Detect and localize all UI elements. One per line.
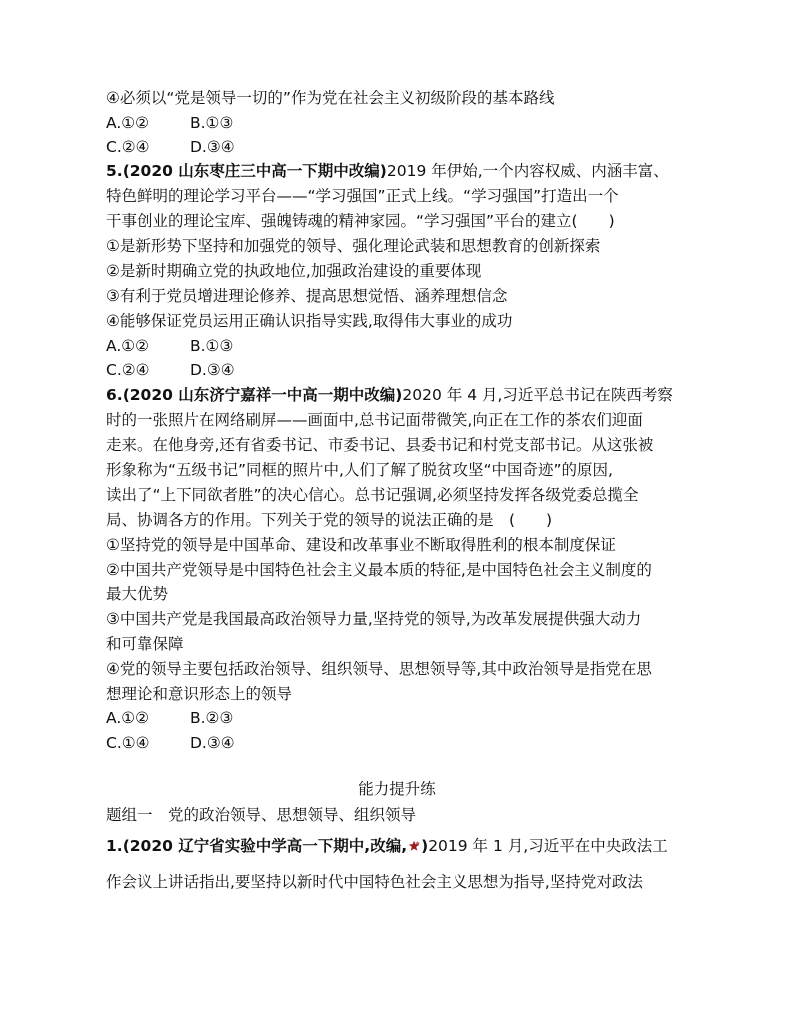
- question-group-title: 题组一 党的政治领导、思想领导、组织领导: [106, 806, 417, 824]
- q6-stem-line-5: 读出了“上下同欲者胜”的决心信心。总书记强调,必须坚持发挥各级党委总揽全: [106, 486, 639, 504]
- q5-source: (2020 山东枣庄三中高一下期中改编): [122, 162, 387, 180]
- q6-options-row-2: [106, 733, 235, 753]
- q5-stem-text-1: 2019 年伊始,一个内容权威、内涵丰富、: [386, 162, 669, 180]
- q5-option-d: D.③④: [190, 361, 235, 379]
- q5-options-row-1: [106, 336, 233, 356]
- p1-source: (2020 辽宁省实验中学高一下期中,改编,: [122, 837, 408, 855]
- q5-stem-line-2: 特色鲜明的理论学习平台——“学习强国”正式上线。“学习强国”打造出一个: [106, 187, 619, 205]
- p1-stem-line-2: 作会议上讲话指出,要坚持以新时代中国特色社会主义思想为指导,坚持党对政法: [106, 873, 643, 891]
- q5-statement-1: ①是新形势下坚持和加强党的领导、强化理论武装和思想教育的创新探索: [106, 237, 601, 255]
- q6-source: (2020 山东济宁嘉祥一中高一期中改编): [122, 386, 403, 404]
- q5-statement-2: ②是新时期确立党的执政地位,加强政治建设的重要体现: [106, 262, 482, 280]
- q6-options-row-1: [106, 708, 233, 728]
- p1-stem-text-1: 2019 年 1 月,习近平在中央政法工: [428, 837, 668, 855]
- q4-option-a: A.①②: [106, 114, 150, 132]
- q5-option-c: C.②④: [106, 361, 150, 379]
- q6-statement-2-cont: 最大优势: [106, 585, 169, 603]
- q6-stem-line-1: [106, 385, 673, 405]
- q4-options-row-2: [106, 137, 235, 157]
- q5-stem-line-1: [106, 161, 669, 181]
- q4-statement-4: ④必须以“党是领导一切的”作为党在社会主义初级阶段的基本路线: [106, 89, 555, 107]
- q5-statement-3: ③有利于党员增进理论修养、提高思想觉悟、涵养理想信念: [106, 287, 508, 305]
- q6-number: 6.: [106, 386, 123, 404]
- section-title: 能力提升练: [358, 780, 436, 798]
- q5-option-b: B.①③: [190, 337, 234, 355]
- q6-stem-text-1: 2020 年 4 月,习近平总书记在陕西考察: [402, 386, 673, 404]
- q5-number: 5.: [106, 162, 123, 180]
- q5-stem-line-3: 干事创业的理论宝库、强魄铸魂的精神家园。“学习强国”平台的建立( ): [106, 212, 615, 230]
- q4-option-d: D.③④: [190, 138, 235, 156]
- q6-stem-line-6: 局、协调各方的作用。下列关于党的领导的说法正确的是 ( ): [106, 511, 553, 529]
- q6-stem-line-2: 时的一张照片在网络刷屏——画面中,总书记面带微笑,向正在工作的茶农们迎面: [106, 411, 643, 429]
- q6-statement-3-cont: 和可靠保障: [106, 635, 184, 653]
- q6-option-c: C.①④: [106, 734, 150, 752]
- star-difficulty-icon: [408, 837, 420, 849]
- q6-statement-2: ②中国共产党领导是中国特色社会主义最本质的特征,是中国特色社会主义制度的: [106, 561, 652, 579]
- q6-statement-4: ④党的领导主要包括政治领导、组织领导、思想领导等,其中政治领导是指党在思: [106, 660, 652, 678]
- q6-option-a: A.①②: [106, 709, 150, 727]
- q5-options-row-2: [106, 360, 235, 380]
- q5-option-a: A.①②: [106, 337, 150, 355]
- q6-option-b: B.②③: [190, 709, 234, 727]
- q4-options-row-1: [106, 113, 233, 133]
- p1-number: 1.: [106, 837, 123, 855]
- q6-option-d: D.③④: [190, 734, 235, 752]
- q6-stem-line-4: 形象称为“五级书记”同框的照片中,人们了解了脱贫攻坚“中国奇迹”的原因,: [106, 461, 613, 479]
- p1-source-close: ): [421, 837, 429, 855]
- q6-statement-3: ③中国共产党是我国最高政治领导力量,坚持党的领导,为改革发展提供强大动力: [106, 610, 642, 628]
- q6-statement-4-cont: 想理论和意识形态上的领导: [106, 685, 293, 703]
- q4-option-c: C.②④: [106, 138, 150, 156]
- q5-statement-4: ④能够保证党员运用正确认识指导实践,取得伟大事业的成功: [106, 312, 513, 330]
- q6-statement-1: ①坚持党的领导是中国革命、建设和改革事业不断取得胜利的根本制度保证: [106, 536, 616, 554]
- q4-option-b: B.①③: [190, 114, 234, 132]
- p1-stem-line-1: [106, 836, 668, 856]
- q6-stem-line-3: 走来。在他身旁,还有省委书记、市委书记、县委书记和村党支部书记。从这张被: [106, 436, 654, 454]
